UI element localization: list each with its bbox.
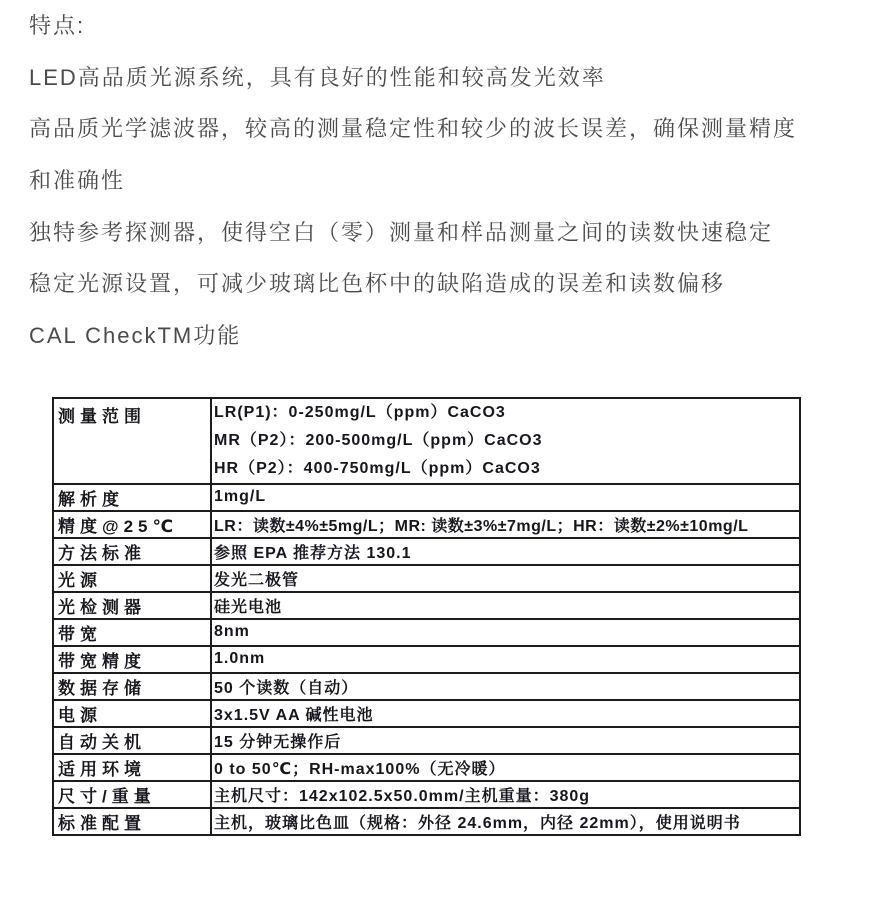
- spec-row-power: [53, 700, 800, 727]
- spec-value: 1.0nm: [211, 646, 800, 673]
- spec-row-environment: [53, 754, 800, 781]
- spec-row-light-source: [53, 565, 800, 592]
- spec-label: 光检测器: [53, 592, 211, 619]
- spec-value: 参照 EPA 推荐方法 130.1: [211, 538, 800, 565]
- spec-label: 解析度: [53, 484, 211, 511]
- feature-line: 高品质光学滤波器，较高的测量稳定性和较少的波长误差，确保测量精度: [29, 116, 798, 142]
- spec-label: 适用环境: [53, 754, 211, 781]
- spec-value-line: LR(P1)：0-250mg/L（ppm）CaCO3: [214, 403, 506, 421]
- spec-row-data-storage: [53, 673, 800, 700]
- spec-row-standard-config: [53, 808, 800, 835]
- spec-table: [52, 397, 801, 836]
- spec-label: 光源: [53, 565, 211, 592]
- spec-row-bandwidth-precision: [53, 646, 800, 673]
- features-title: 特点:: [29, 13, 86, 38]
- spec-label: 带宽精度: [53, 646, 211, 673]
- spec-label: 精度@25℃: [53, 511, 211, 538]
- feature-line: LED高品质光源系统，具有良好的性能和较高发光效率: [29, 64, 606, 90]
- spec-value: 硅光电池: [211, 592, 800, 619]
- spec-value: 8nm: [211, 619, 800, 646]
- feature-line: CAL CheckTM功能: [29, 323, 242, 349]
- spec-row-auto-off: [53, 727, 800, 754]
- spec-value: 3x1.5V AA 碱性电池: [211, 700, 800, 727]
- spec-value: 50 个读数（自动）: [211, 673, 800, 700]
- spec-value: 主机，玻璃比色皿（规格：外径 24.6mm，内径 22mm），使用说明书: [211, 808, 800, 835]
- spec-label: 方法标准: [53, 538, 211, 565]
- spec-value-line: HR（P2）：400-750mg/L（ppm）CaCO3: [214, 459, 541, 477]
- feature-line: 和准确性: [29, 168, 126, 194]
- features-section: [0, 0, 873, 362]
- spec-row-detector: [53, 592, 800, 619]
- feature-line: 稳定光源设置，可减少玻璃比色杯中的缺陷造成的误差和读数偏移: [29, 271, 726, 297]
- spec-value: [211, 398, 800, 484]
- spec-value: 主机尺寸：142x102.5x50.0mm/主机重量：380g: [211, 781, 800, 808]
- spec-label: 自动关机: [53, 727, 211, 754]
- spec-value: 发光二极管: [211, 565, 800, 592]
- spec-label: 标准配置: [53, 808, 211, 835]
- spec-row-measure-range: [53, 398, 800, 484]
- spec-value: 0 to 50℃；RH-max100%（无冷暖）: [211, 754, 800, 781]
- spec-label: 测量范围: [53, 398, 211, 484]
- spec-value: 15 分钟无操作后: [211, 727, 800, 754]
- spec-row-precision: [53, 511, 800, 538]
- spec-value: LR：读数±4%±5mg/L；MR: 读数±3%±7mg/L；HR：读数±2%±10mg/L: [211, 511, 800, 538]
- spec-row-resolution: [53, 484, 800, 511]
- spec-label: 带宽: [53, 619, 211, 646]
- spec-value-line: MR（P2）：200-500mg/L（ppm）CaCO3: [214, 431, 543, 449]
- feature-line: 独特参考探测器，使得空白（零）测量和样品测量之间的读数快速稳定: [29, 219, 774, 245]
- spec-row-size-weight: [53, 781, 800, 808]
- spec-row-bandwidth: [53, 619, 800, 646]
- spec-label: 电源: [53, 700, 211, 727]
- spec-label: 尺寸/重量: [53, 781, 211, 808]
- spec-label: 数据存储: [53, 673, 211, 700]
- spec-row-method: [53, 538, 800, 565]
- spec-value: 1mg/L: [211, 484, 800, 511]
